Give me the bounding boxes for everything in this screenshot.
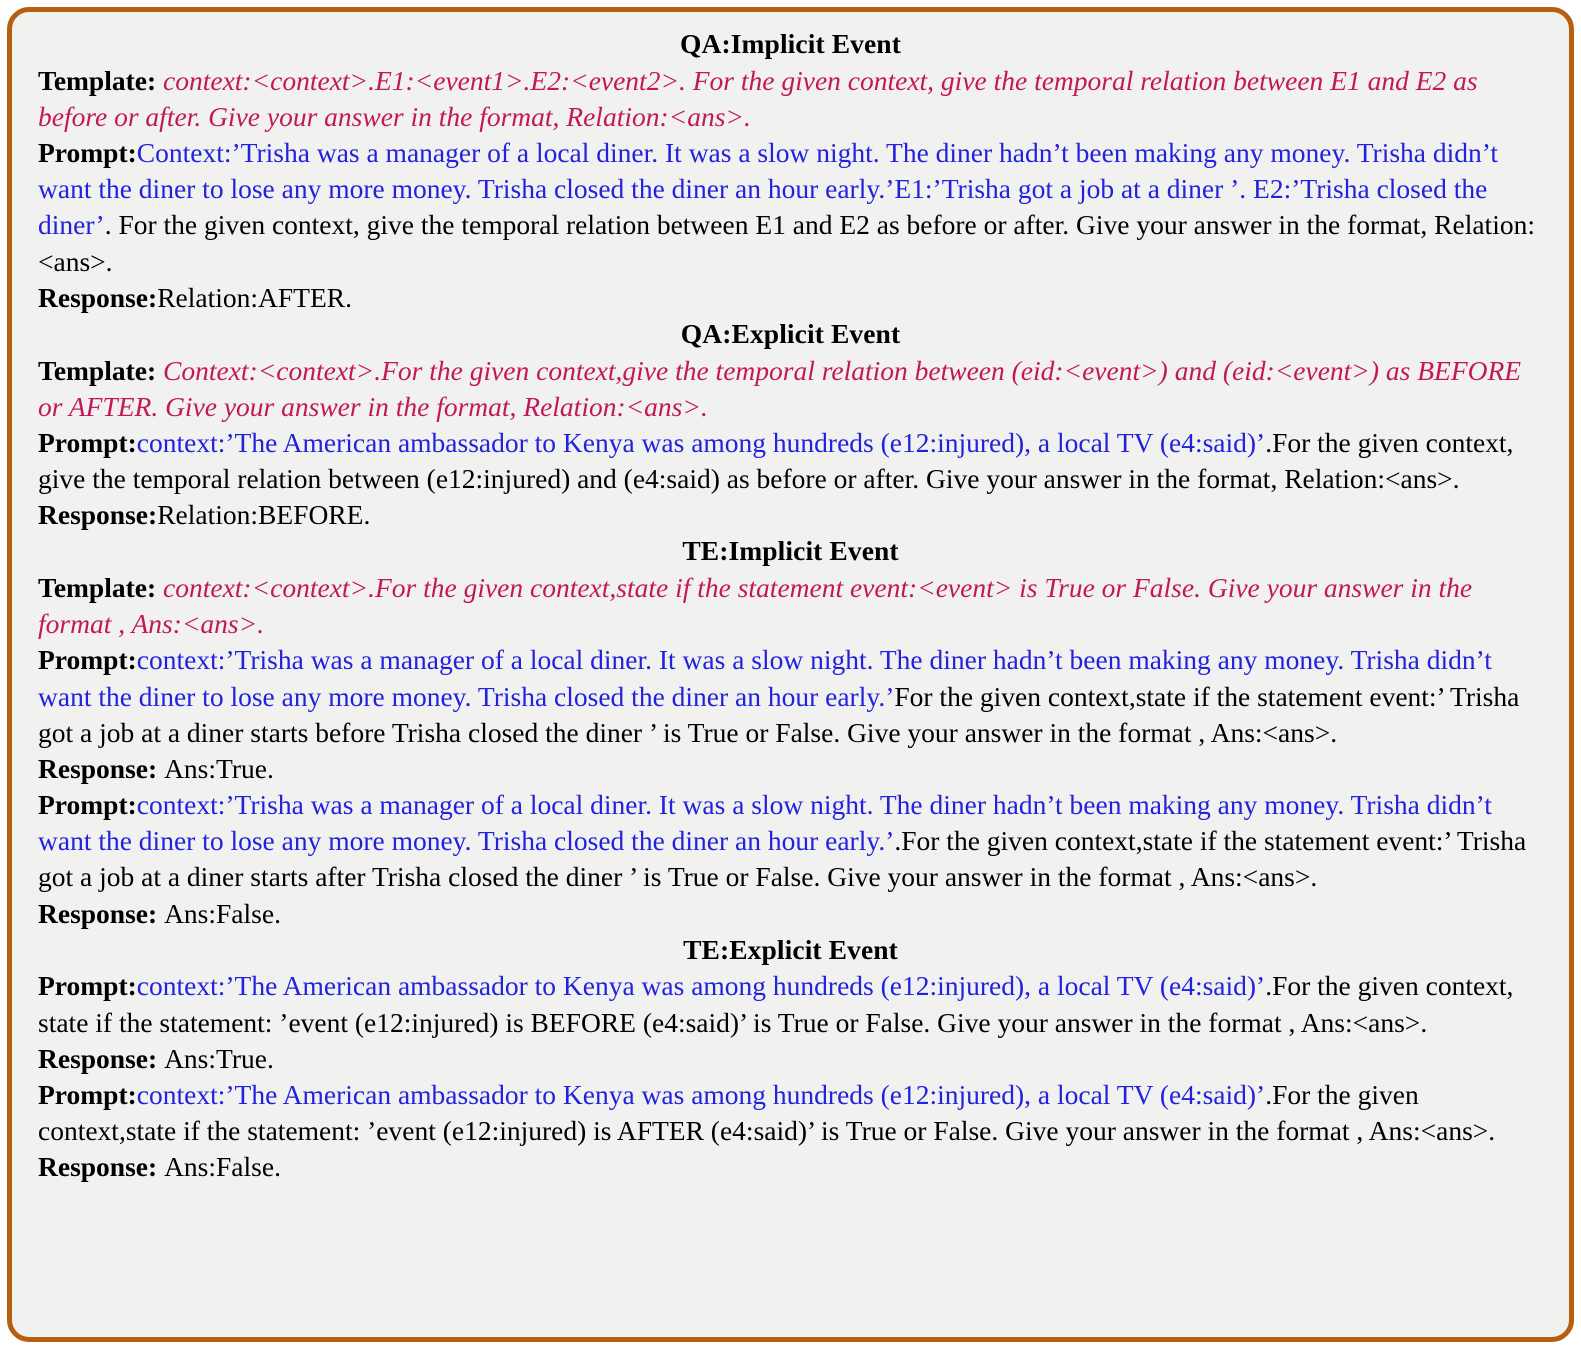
response-text: Relation:BEFORE. (157, 499, 371, 531)
response-line (38, 1149, 1543, 1185)
label-colon: : (146, 354, 157, 386)
prompt-rest-text: .For the given context,state if the statement event:’ Trisha got a job at a diner starts after Trisha closed the diner ’ is True or False. Give your answer in the format , Ans:<ans>. (38, 825, 1527, 893)
response-label: Response (38, 752, 149, 784)
label-colon: : (127, 644, 137, 676)
prompt-context-text: context:’The American ambassador to Kenya was among hundreds (e12:injured), a local TV (e4:said)’ (136, 970, 1266, 1002)
section-title: TE:Explicit Event (683, 933, 898, 965)
response-separator: : (148, 1151, 165, 1183)
response-line (38, 497, 1543, 533)
prompt-line (38, 135, 1543, 280)
prompt-context-text: context:’Trisha was a manager of a local diner. It was a slow night. The diner hadn’t been making any money. Trisha didn’t want the diner to lose any more money. Trisha closed the diner an hour early.’ (38, 789, 1492, 857)
response-line (38, 751, 1543, 787)
label-colon: : (127, 789, 137, 821)
response-separator: : (148, 752, 165, 784)
response-line (38, 896, 1543, 932)
response-separator: : (148, 499, 158, 531)
label-colon: : (127, 137, 137, 169)
section-te-implicit (38, 533, 1543, 931)
response-label: Response (38, 499, 149, 531)
prompt-rest-text: .For the given context, give the temporal relation between (e12:injured) and (e4:said) as before or after. Give your answer in the format, Relation:<ans>. (38, 426, 1514, 495)
response-label: Response (38, 281, 149, 313)
prompt-rest-text: .For the given context, state if the statement: ’event (e12:injured) is BEFORE (e4:said)’ is True or False. Give your answer in the format , Ans:<ans>. (38, 970, 1514, 1038)
template-line (38, 570, 1543, 642)
prompt-line (38, 968, 1543, 1040)
response-text: Ans:True. (164, 752, 274, 784)
prompt-line (38, 425, 1543, 497)
prompt-label: Prompt (38, 137, 128, 169)
prompt-rest-text: .For the given context,state if the statement: ’event (e12:injured) is AFTER (e4:said)’ is True or False. Give your answer in the format , Ans:<ans>. (38, 1078, 1496, 1147)
prompt-context-text: Context:’Trisha was a manager of a local diner. It was a slow night. The diner hadn’t been making any money. Trisha didn’t want the diner to lose any more money. Trisha closed the diner an hour early.’E1:’Trisha got a job at a diner ’. E2:’Trisha closed the diner’ (38, 137, 1499, 241)
template-line (38, 353, 1543, 425)
section-qa-implicit (38, 26, 1543, 316)
prompt-label: Prompt (38, 1078, 128, 1110)
template-label: Template (38, 354, 147, 386)
template-label: Template (38, 64, 147, 96)
response-text: Relation:AFTER. (157, 281, 352, 313)
response-text: Ans:False. (164, 897, 281, 929)
section-te-explicit (38, 932, 1543, 1186)
prompt-line (38, 1077, 1543, 1149)
label-colon: : (127, 970, 137, 1002)
template-text: context:<context>.For the given context,state if the statement event:<event> is True or False. Give your answer in the format , Ans:<ans>. (38, 572, 1473, 640)
template-text: context:<context>.E1:<event1>.E2:<event2>. For the given context, give the temporal relation between E1 and E2 as before or after. Give your answer in the format, Relation:<ans>. (38, 64, 1478, 132)
prompt-context-text: context:’The American ambassador to Kenya was among hundreds (e12:injured), a local TV (e4:said)’ (136, 426, 1266, 458)
template-label: Template (38, 572, 147, 604)
label-colon: : (127, 426, 137, 458)
response-text: Ans:False. (164, 1151, 281, 1183)
response-line (38, 280, 1543, 316)
prompt-rest-text: . For the given context, give the temporal relation between E1 and E2 as before or after. Give your answer in the format, Relation:<ans>. (38, 209, 1535, 277)
prompt-line (38, 642, 1543, 750)
label-colon: : (146, 572, 157, 604)
response-separator: : (148, 281, 158, 313)
response-separator: : (148, 1042, 165, 1074)
prompt-rest-text: For the given context,state if the statement event:’ Trisha got a job at a diner starts before Trisha closed the diner ’ is True or False. Give your answer in the format , Ans:<ans>. (38, 680, 1520, 748)
response-label: Response (38, 1042, 149, 1074)
label-colon: : (127, 1078, 137, 1110)
prompt-label: Prompt (38, 789, 128, 821)
section-title: QA:Explicit Event (680, 317, 901, 349)
prompt-label: Prompt (38, 426, 128, 458)
prompt-label: Prompt (38, 970, 128, 1002)
figure-container (7, 7, 1574, 1342)
section-qa-explicit (38, 316, 1543, 534)
response-separator: : (148, 897, 165, 929)
template-text: Context:<context>.For the given context,give the temporal relation between (eid:<event>) and (eid:<event>) as BEFORE or AFTER. Give your answer in the format, Relation:<ans>. (38, 354, 1522, 422)
template-line (38, 63, 1543, 135)
section-title: QA:Implicit Event (680, 28, 901, 59)
section-title: TE:Implicit Event (682, 535, 899, 567)
response-line (38, 1041, 1543, 1077)
prompt-label: Prompt (38, 644, 128, 676)
response-label: Response (38, 1151, 149, 1183)
prompt-context-text: context:’Trisha was a manager of a local diner. It was a slow night. The diner hadn’t been making any money. Trisha didn’t want the diner to lose any more money. Trisha closed the diner an hour early.’ (38, 644, 1492, 712)
response-label: Response (38, 897, 149, 929)
response-text: Ans:True. (164, 1042, 274, 1074)
prompt-context-text: context:’The American ambassador to Kenya was among hundreds (e12:injured), a local TV (e4:said)’ (136, 1078, 1266, 1110)
label-colon: : (146, 64, 157, 96)
prompt-line (38, 787, 1543, 895)
